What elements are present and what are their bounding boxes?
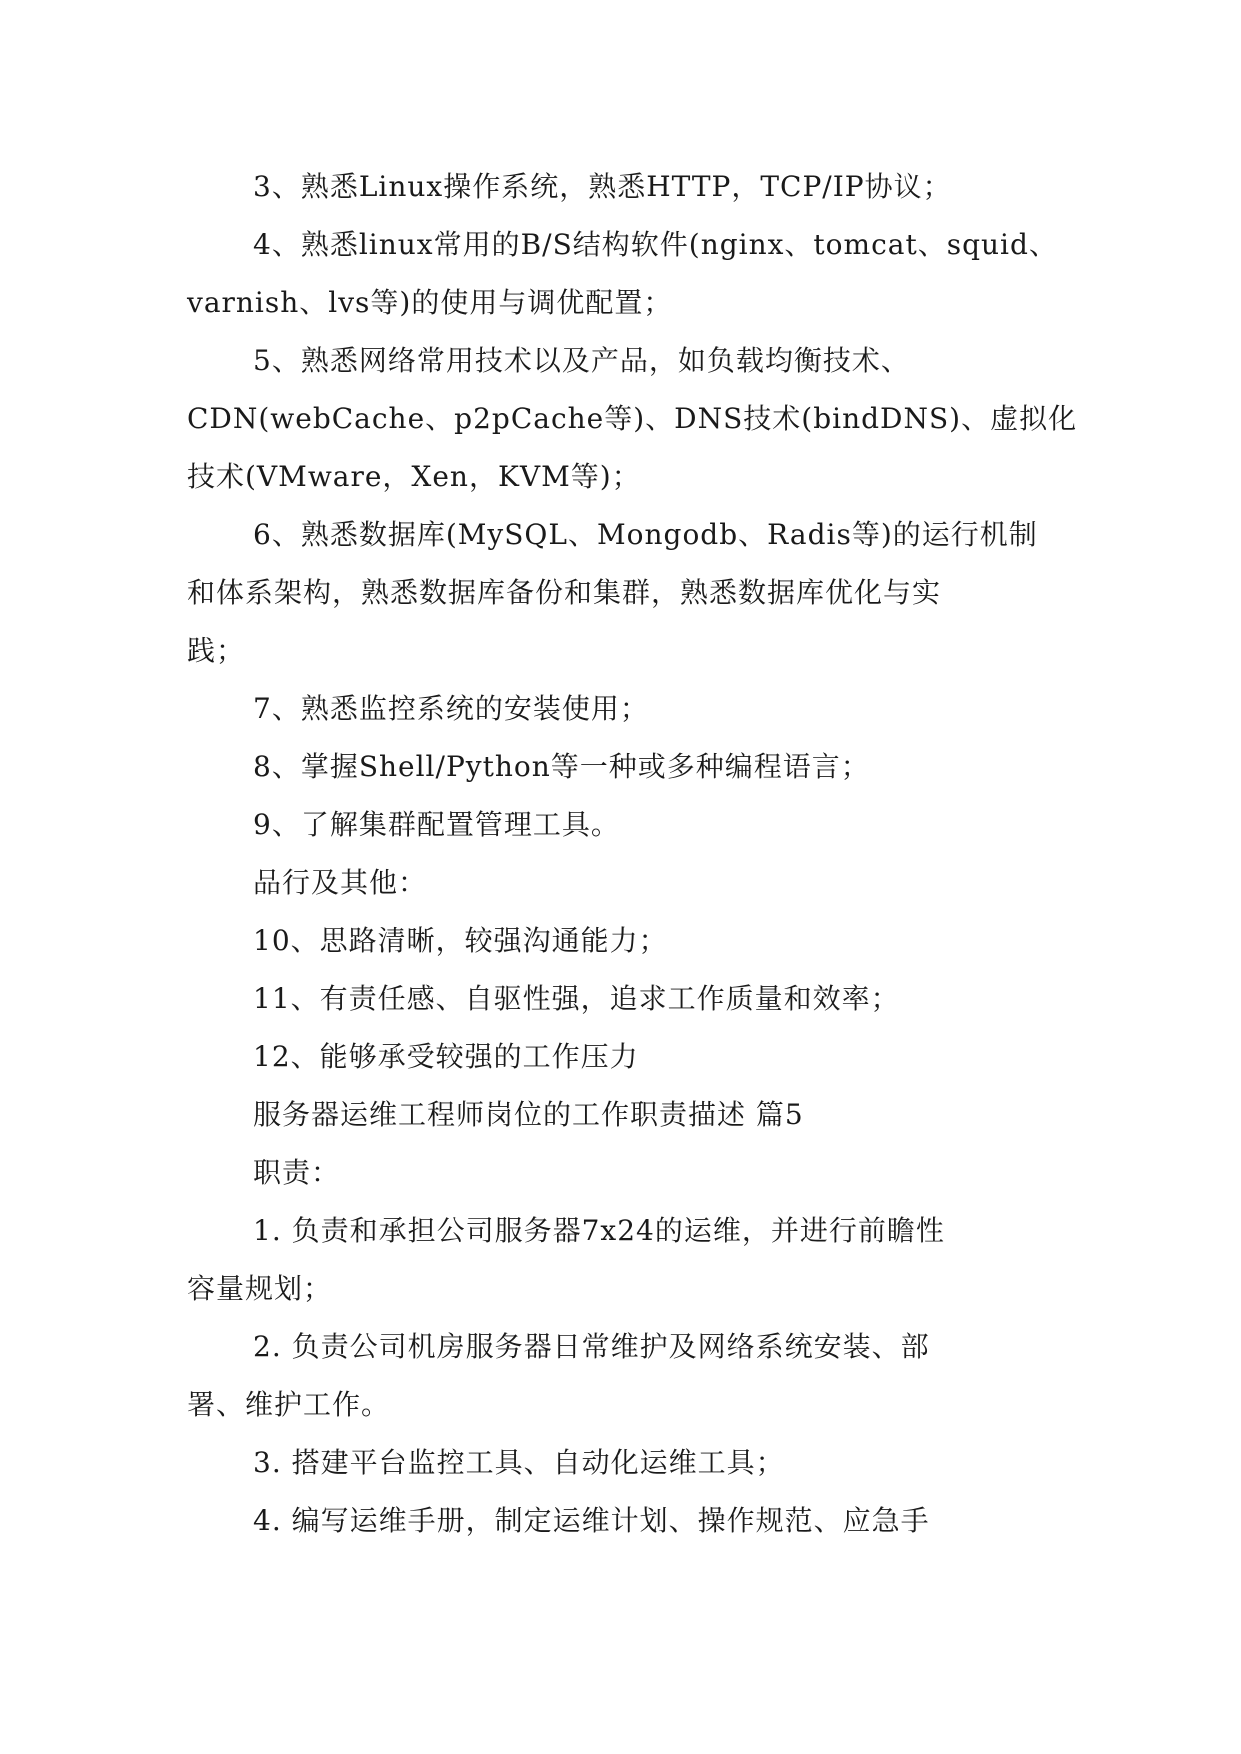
text-line: 4. 编写运维手册，制定运维计划、操作规范、应急手	[253, 1504, 930, 1537]
text-line: 12、能够承受较强的工作压力	[253, 1040, 639, 1073]
section-heading: 职责：	[253, 1156, 341, 1189]
text-line: 6、熟悉数据库(MySQL、Mongodb、Radis等)的运行机制	[253, 518, 1038, 551]
text-line: 2. 负责公司机房服务器日常维护及网络系统安装、部	[253, 1330, 930, 1363]
text-line: 4、熟悉linux常用的B/S结构软件(nginx、tomcat、squid、	[253, 228, 1058, 261]
text-line: 署、维护工作。	[187, 1388, 391, 1421]
text-line: varnish、lvs等)的使用与调优配置；	[187, 286, 673, 319]
section-heading: 品行及其他：	[253, 866, 428, 899]
text-line: 技术(VMware，Xen，KVM等)；	[187, 460, 641, 493]
text-line: 5、熟悉网络常用技术以及产品，如负载均衡技术、	[253, 344, 910, 377]
text-line: 1. 负责和承担公司服务器7x24的运维，并进行前瞻性	[253, 1214, 945, 1247]
text-line: 和体系架构，熟悉数据库备份和集群，熟悉数据库优化与实	[187, 576, 942, 609]
text-line: 3. 搭建平台监控工具、自动化运维工具；	[253, 1446, 785, 1479]
text-line: 践；	[187, 634, 246, 667]
section-title: 服务器运维工程师岗位的工作职责描述 篇5	[253, 1098, 804, 1131]
text-line: 7、熟悉监控系统的安装使用；	[253, 692, 649, 725]
document-body	[187, 158, 1078, 1550]
text-line: 11、有责任感、自驱性强，追求工作质量和效率；	[253, 982, 900, 1015]
text-line: 9、了解集群配置管理工具。	[253, 808, 620, 841]
text-line: CDN(webCache、p2pCache等)、DNS技术(bindDNS)、虚拟化	[187, 402, 1078, 435]
text-line: 容量规划；	[187, 1272, 333, 1305]
text-line: 3、熟悉Linux操作系统，熟悉HTTP，TCP/IP协议；	[253, 170, 952, 203]
text-line: 10、思路清晰，较强沟通能力；	[253, 924, 668, 957]
text-line: 8、掌握Shell/Python等一种或多种编程语言；	[253, 750, 870, 783]
